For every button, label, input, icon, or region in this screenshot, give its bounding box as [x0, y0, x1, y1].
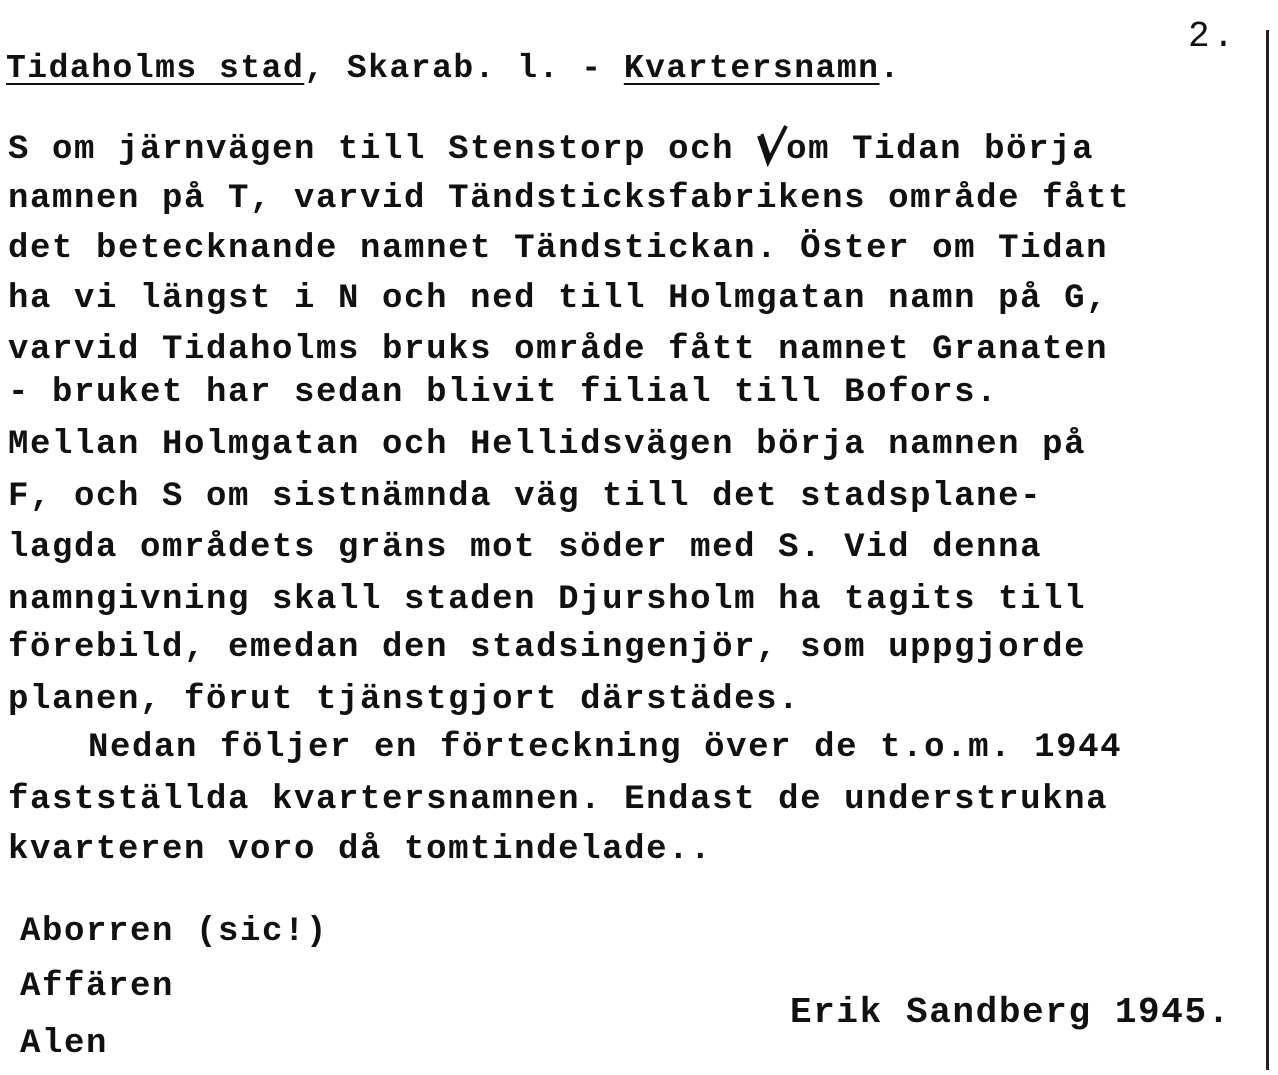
body-line-text: S om järnvägen till Stenstorp och [8, 131, 757, 169]
heading-place: Tidaholms stad [6, 50, 305, 87]
body-line: varvid Tidaholms bruks område fått namnet Granaten [8, 331, 1109, 369]
body-line: kvarteren voro då tomtindelade.. [8, 831, 713, 869]
body-line: förebild, emedan den stadsingenjör, som uppgjorde [8, 629, 1087, 667]
body-line: namngivning skall staden Djursholm ha tagits till [8, 581, 1087, 619]
signature: Erik Sandberg 1945. [790, 992, 1231, 1033]
body-line: Nedan följer en förteckning över de t.o.m. 1944 [88, 729, 1123, 767]
heading-separator: , Skarab. l. - [304, 50, 624, 87]
handwritten-check-icon [756, 126, 786, 166]
body-line-text: om Tidan börja [786, 131, 1095, 169]
list-item: Alen [20, 1025, 109, 1063]
body-line: fastställda kvartersnamnen. Endast de understrukna [8, 781, 1109, 819]
page-number: 2. [1188, 16, 1238, 57]
list-item: Affären [20, 968, 175, 1006]
body-line: det betecknande namnet Tändstickan. Öster om Tidan [8, 230, 1109, 268]
body-line: - bruket har sedan blivit filial till Bofors. [8, 374, 999, 412]
heading-topic: Kvartersnamn [623, 50, 880, 87]
card-edge [1266, 30, 1269, 1070]
list-item: Aborren (sic!) [20, 913, 329, 951]
body-line: ha vi längst i N och ned till Holmgatan namn på G, [8, 280, 1109, 318]
body-line: namnen på T, varvid Tändsticksfabrikens område fått [8, 180, 1131, 218]
body-line [8, 126, 1094, 170]
body-line: F, och S om sistnämnda väg till det stadsplane- [8, 478, 1043, 516]
body-line: lagda områdets gräns mot söder med S. Vid denna [8, 529, 1043, 567]
heading-end: . [879, 50, 901, 87]
body-line: Mellan Holmgatan och Hellidsvägen börja namnen på [8, 426, 1087, 464]
card-heading [6, 50, 901, 87]
body-line: planen, förut tjänstgjort därstädes. [8, 681, 801, 719]
